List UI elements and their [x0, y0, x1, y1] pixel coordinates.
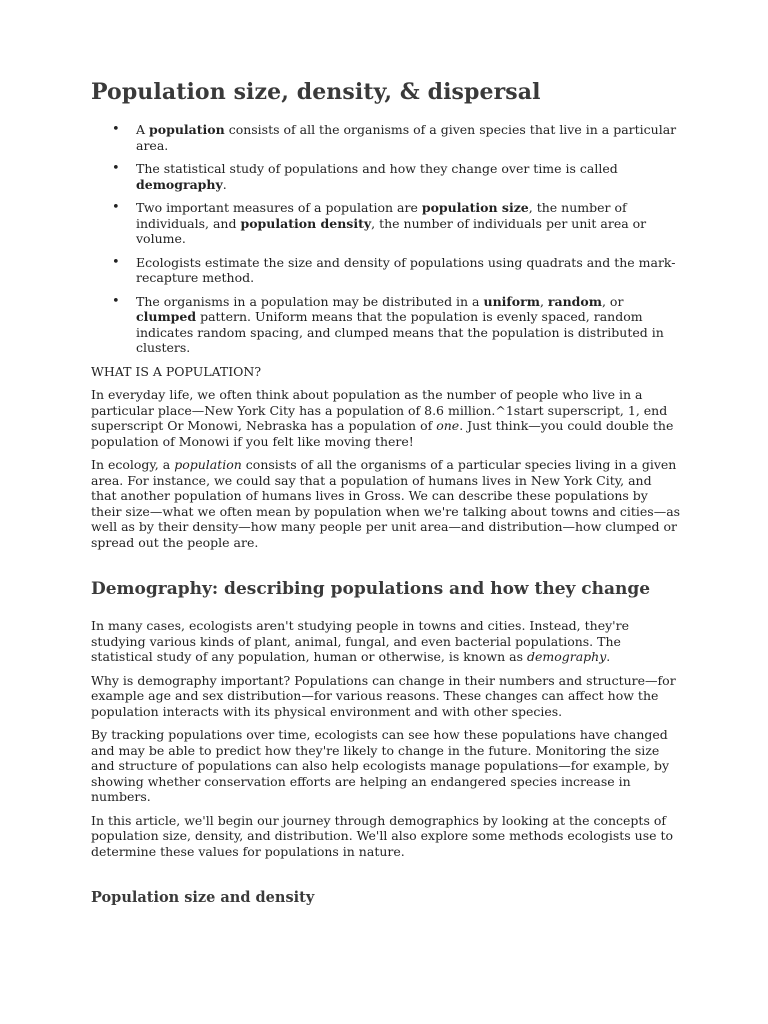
term-demography: demography — [136, 176, 223, 192]
term-population-density: population density — [240, 215, 372, 231]
bullet-icon: • — [112, 254, 120, 270]
section-heading-demography: Demography: describing populations and how they change — [91, 579, 651, 599]
bullet-icon: • — [112, 200, 120, 215]
section-heading-what-is-population: WHAT IS A POPULATION? — [91, 363, 262, 379]
bullet-item: • Two important measures of a population are population size, the number of individuals, and population density, the number of individuals per unit area or volume. — [112, 200, 647, 246]
bullet-icon: • — [112, 122, 120, 137]
paragraph: In many cases, ecologists aren't studying people in towns and cities. Instead, they're studying various kinds of plant, animal, fungal, and even bacterial populations. The statistical study of any population, human or otherwise, is known as demography. — [91, 618, 629, 664]
bullet-item: • Ecologists estimate the size and density of populations using quadrats and the mark-recapture method. — [112, 254, 676, 285]
emphasis-population: population — [174, 457, 242, 472]
section-heading-population-size-density: Population size and density — [91, 889, 315, 906]
term-clumped: clumped — [136, 309, 197, 324]
bullet-item: • A population consists of all the organisms of a given species that live in a particular area. — [112, 122, 677, 153]
paragraph: By tracking populations over time, ecologists can see how these populations have changed and may be able to predict how they're likely to change in the future. Monitoring the size and structure of populations can also help ecologists manage populations—for example, by showing whether conservation efforts are helping an endangered species increase in numbers. — [91, 727, 670, 804]
page-title: Population size, density, & dispersal — [91, 79, 541, 105]
term-population-size: population size — [421, 200, 529, 215]
summary-bullet-list — [91, 122, 681, 356]
term-uniform: uniform — [483, 293, 540, 309]
bullet-icon: • — [112, 293, 120, 309]
bullet-icon: • — [112, 161, 120, 176]
document-content — [91, 78, 681, 907]
emphasis-demography: demography — [526, 649, 607, 664]
paragraph: In this article, we'll begin our journey through demographics by looking at the concepts of population size, density, and distribution. We'll also explore some methods ecologists use to determine these values for populations in nature. — [91, 812, 674, 859]
paragraph: In ecology, a population consists of all the organisms of a particular species living in a given area. For instance, we could say that a population of humans lives in New York City, and that another population of humans lives in Gross. We can describe these populations by their size—what we often mean by population when we're talking about towns and cities—as well as by their density—how many people per unit area—and distribution—how clumped or spread out the people are. — [91, 457, 681, 550]
bullet-item: • The statistical study of populations and how they change over time is called demography. — [112, 161, 618, 192]
term-population: population — [149, 122, 225, 137]
emphasis-one: one — [436, 418, 460, 433]
paragraph: In everyday life, we often think about population as the number of people who live in a particular place—New York City has a population of 8.6 million.^1start superscript, 1, end superscript Or Monowi, Nebraska has a population of one. Just think—you could double the population of Monowi if you felt like moving there! — [91, 387, 674, 449]
term-random: random — [547, 293, 602, 309]
paragraph: Why is demography important? Populations can change in their numbers and structure—for example age and sex distribution—for various reasons. These changes can affect how the population interacts with its physical environment and with other species. — [91, 672, 676, 719]
bullet-item: • The organisms in a population may be distributed in a uniform, random, or clumped pattern. Uniform means that the population is evenly spaced, random indicates random spacing, and clumped means that the population is distributed in clusters. — [112, 293, 664, 355]
